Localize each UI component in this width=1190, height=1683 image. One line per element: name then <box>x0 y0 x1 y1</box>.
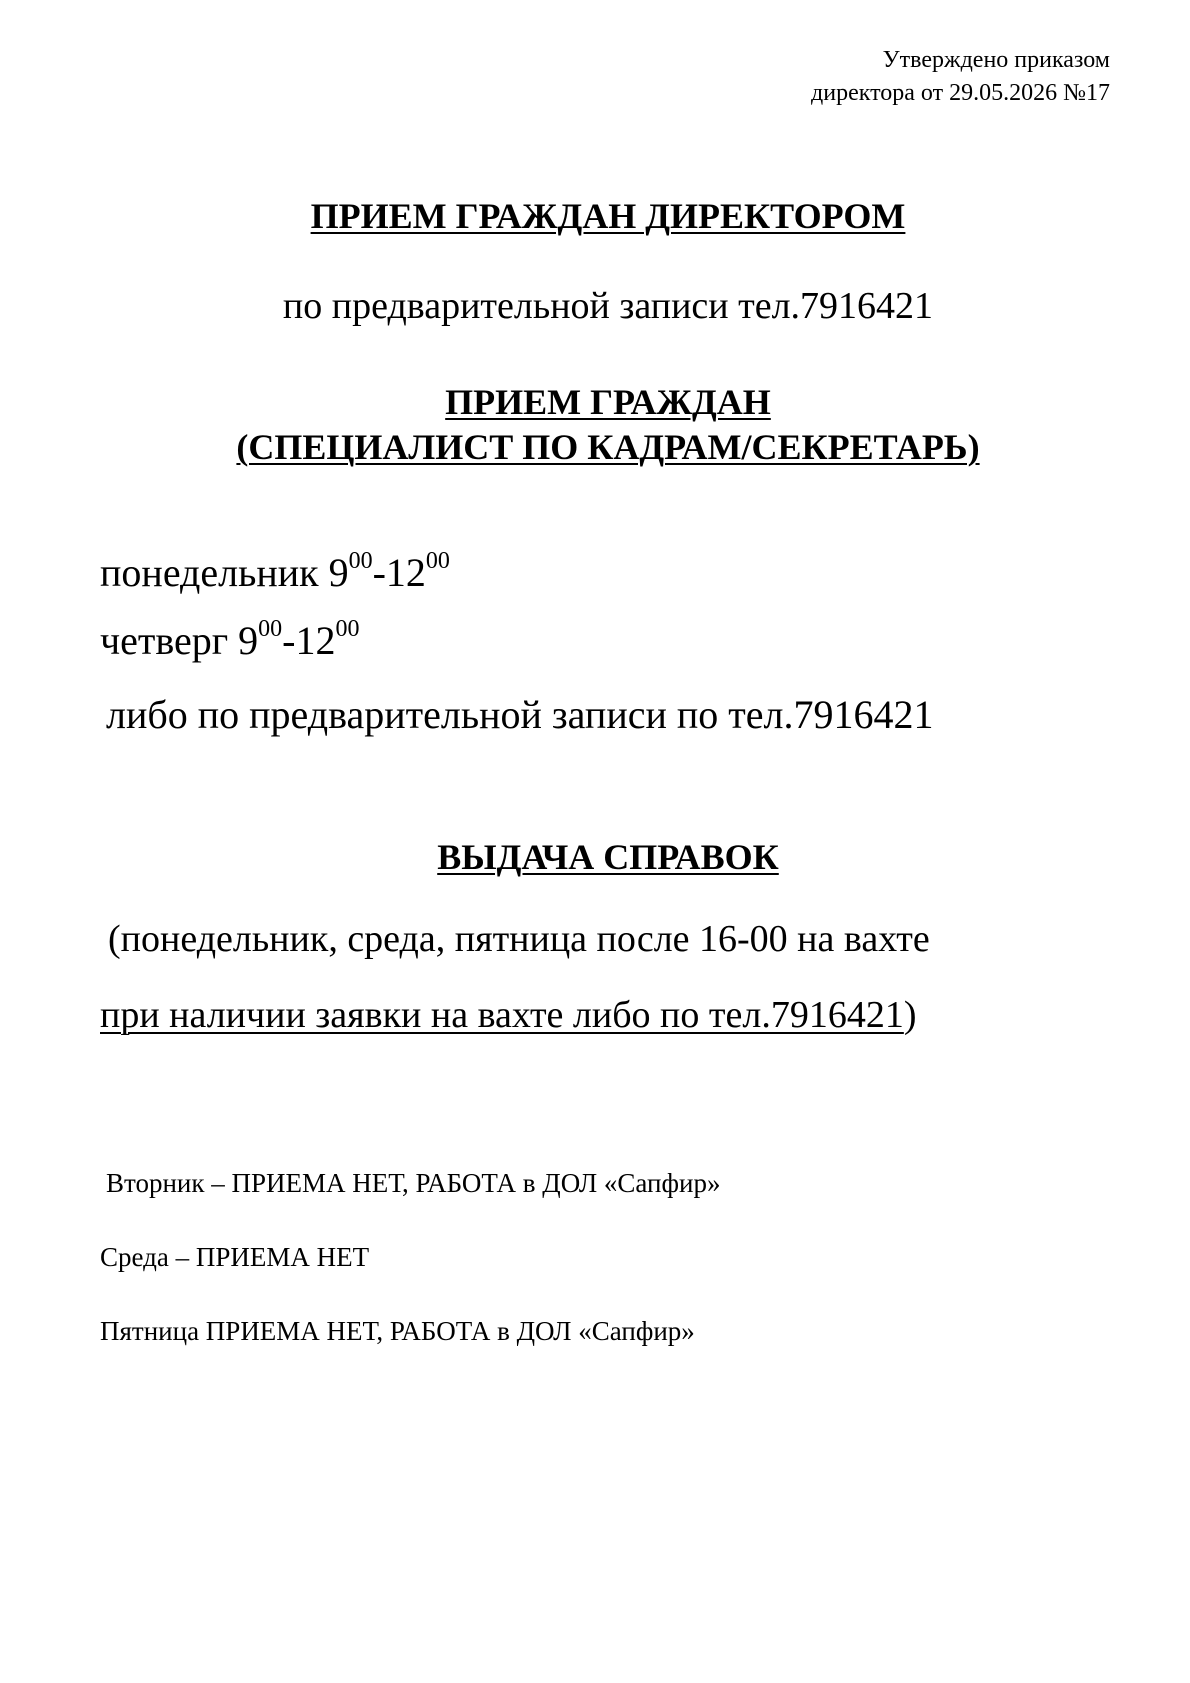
certificates-line-1: (понедельник, среда, пятница после 16-00 на вахте <box>108 918 930 960</box>
schedule-end-minutes: 00 <box>335 615 360 642</box>
specialist-heading-line-2: (СПЕЦИАЛИСТ ПО КАДРАМ/СЕКРЕТАРЬ) <box>236 427 980 467</box>
schedule-end-minutes: 00 <box>425 547 450 574</box>
schedule-day: понедельник 9 <box>100 550 349 595</box>
schedule-alternative: либо по предварительной записи по тел.7916421 <box>106 692 934 737</box>
approval-line-1: Утверждено приказом <box>882 47 1110 73</box>
approval-stamp <box>811 44 1110 110</box>
note-tuesday: Вторник – ПРИЕМА НЕТ, РАБОТА в ДОЛ «Сапфир» <box>106 1168 721 1198</box>
schedule-end-hour: -12 <box>282 618 336 663</box>
note-friday: Пятница ПРИЕМА НЕТ, РАБОТА в ДОЛ «Сапфир» <box>100 1316 695 1346</box>
approval-line-2: директора от 29.05.2026 №17 <box>811 80 1110 106</box>
certificates-request-note: при наличии заявки на вахте либо по тел.7916421 <box>100 994 904 1036</box>
director-heading: ПРИЕМ ГРАЖДАН ДИРЕКТОРОМ <box>310 196 906 236</box>
director-subtitle: по предварительной записи тел.7916421 <box>282 285 934 327</box>
schedule-monday <box>100 548 450 598</box>
note-wednesday: Среда – ПРИЕМА НЕТ <box>100 1242 370 1272</box>
certificates-closing-paren: ) <box>903 994 917 1036</box>
schedule-thursday <box>100 616 360 666</box>
schedule-day: четверг 9 <box>100 618 259 663</box>
certificates-line-2 <box>100 992 916 1038</box>
schedule-end-hour: -12 <box>372 550 426 595</box>
specialist-heading-line-1: ПРИЕМ ГРАЖДАН <box>445 382 771 422</box>
schedule-start-minutes: 00 <box>258 615 283 642</box>
certificates-heading: ВЫДАЧА СПРАВОК <box>437 837 779 877</box>
schedule-start-minutes: 00 <box>348 547 373 574</box>
